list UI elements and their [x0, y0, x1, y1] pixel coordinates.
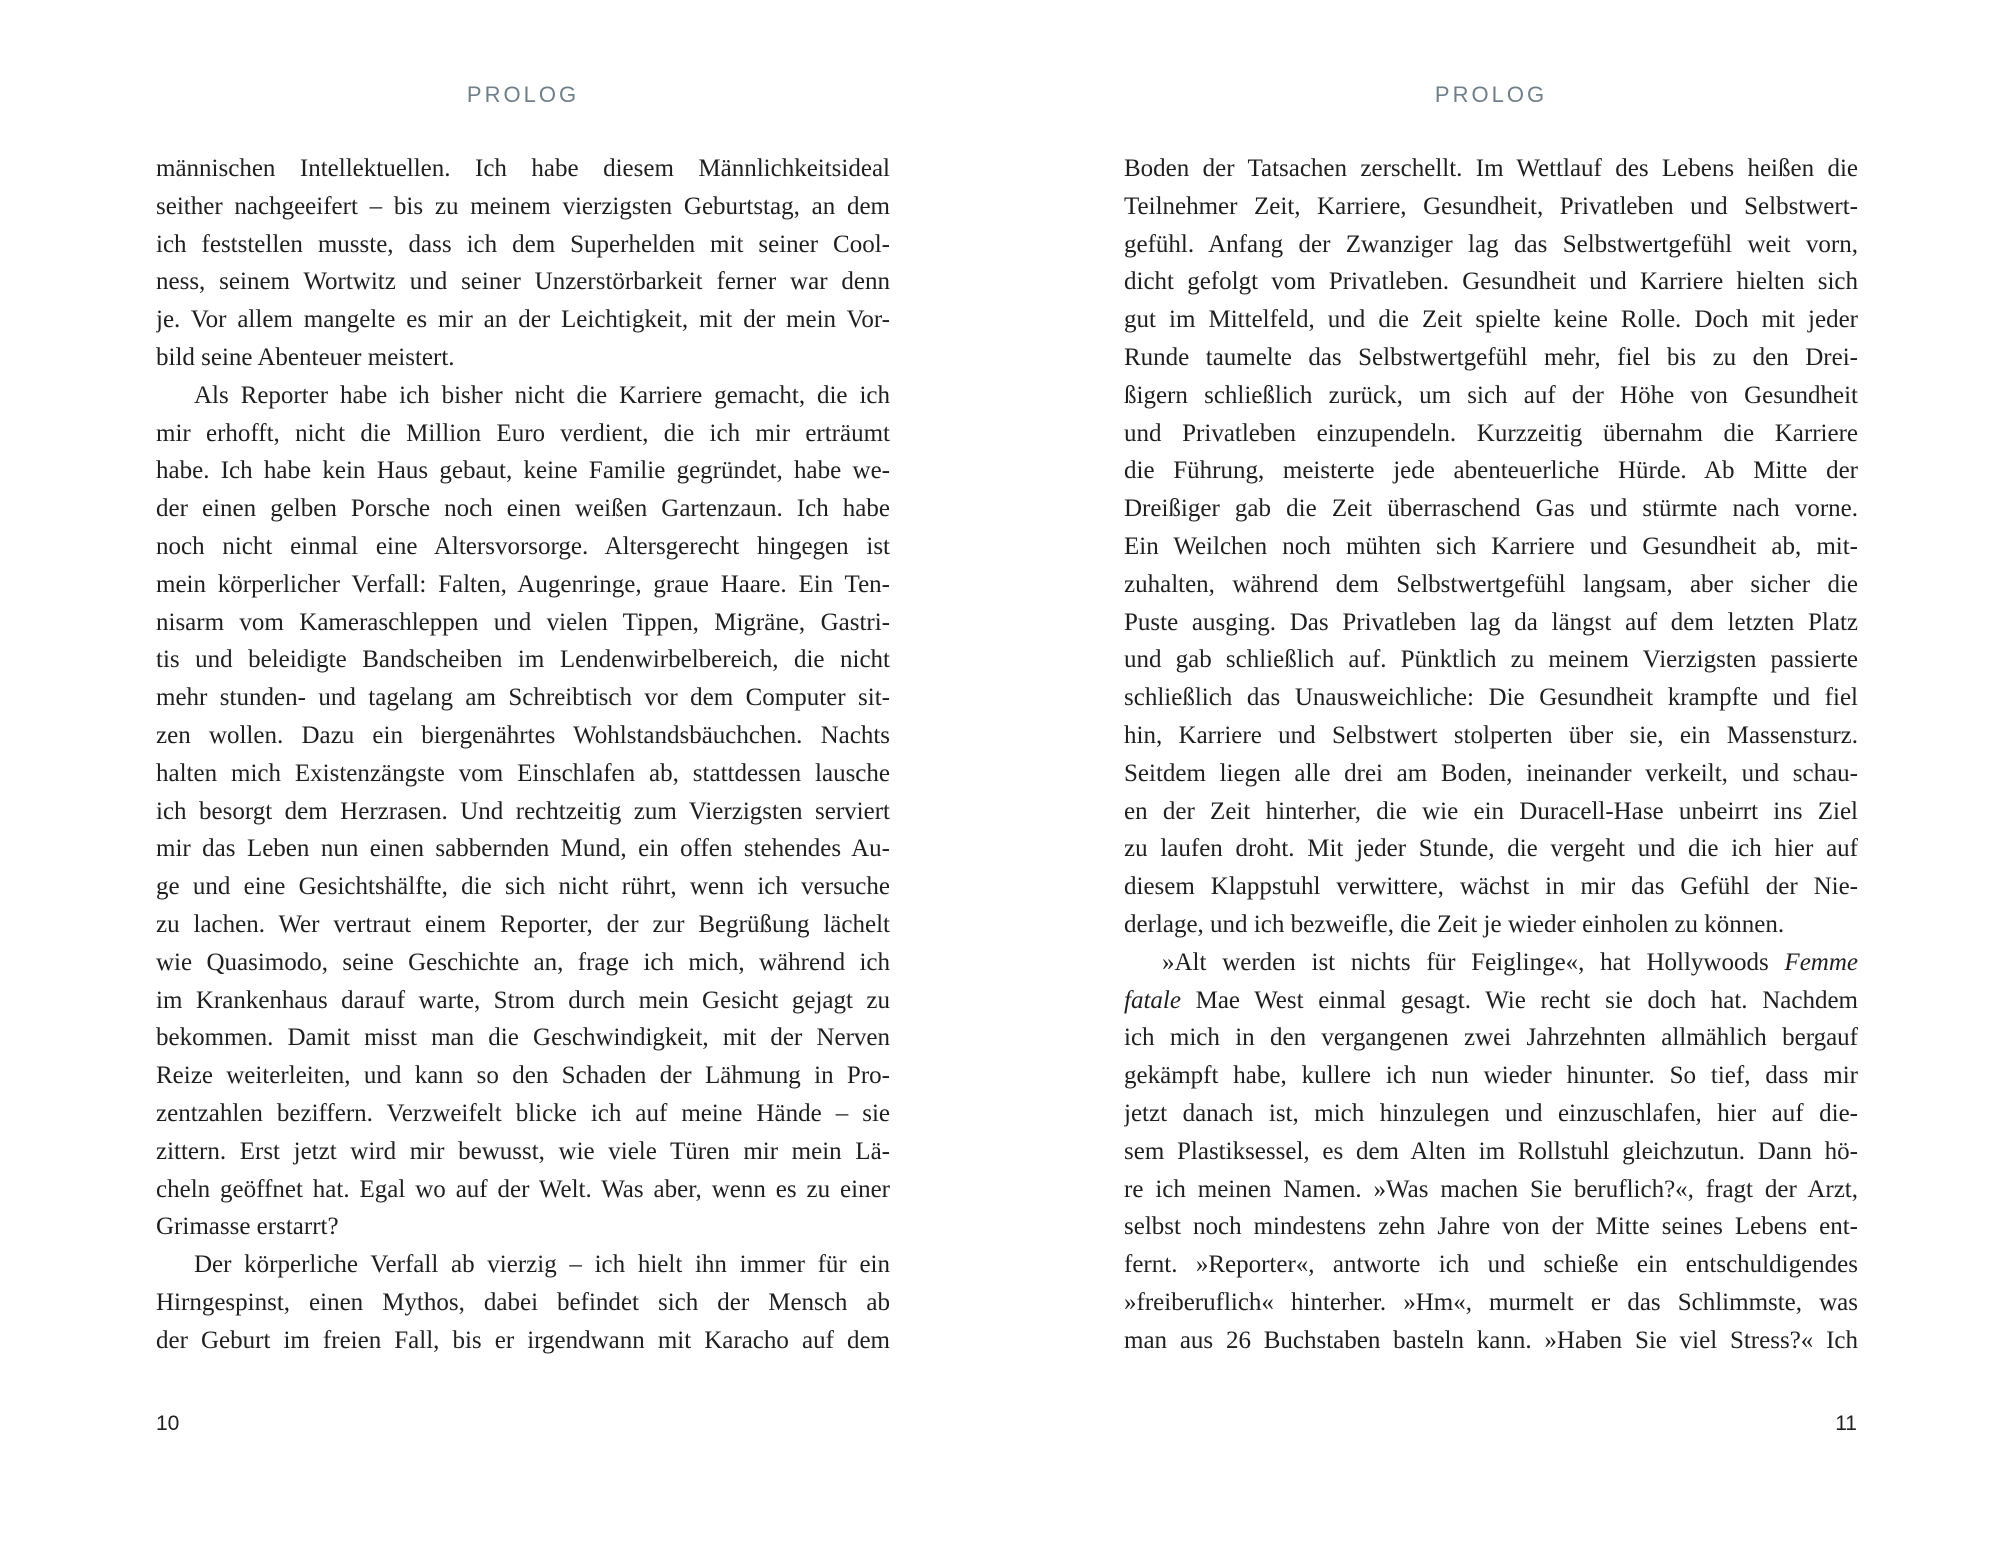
text-line: der Geburt im freien Fall, bis er irgendwann mit Karacho auf dem: [156, 1326, 890, 1354]
text-line: halten mich Existenzängste vom Einschlafen ab, stattdessen lausche: [156, 759, 890, 787]
text-line: Puste ausging. Das Privatleben lag da längst auf dem letzten Platz: [1124, 608, 1858, 636]
text-line: noch nicht einmal eine Altersvorsorge. Altersgerecht hingegen ist: [156, 532, 890, 560]
text-line: mir erhofft, nicht die Million Euro verdient, die ich mir erträumt: [156, 419, 890, 447]
text-line: tis und beleidigte Bandscheiben im Lendenwirbelbereich, die nicht: [156, 646, 890, 674]
text-line: wie Quasimodo, seine Geschichte an, frage ich mich, während ich: [156, 948, 890, 976]
text-line: mir das Leben nun einen sabbernden Mund, ein offen stehendes Au-: [156, 835, 890, 863]
text-line: dicht gefolgt vom Privatleben. Gesundheit und Karriere hielten sich: [1124, 268, 1858, 296]
running-head: PROLOG: [1434, 82, 1548, 107]
page-number: 10: [156, 1412, 180, 1435]
text-line: nisarm vom Kameraschleppen und vielen Tippen, Migräne, Gastri-: [156, 608, 890, 636]
text-line: zu laufen droht. Mit jeder Stunde, die vergeht und die ich hier auf: [1124, 835, 1858, 863]
page-number: 11: [1835, 1412, 1857, 1435]
text-line: mehr stunden- und tagelang am Schreibtisch vor dem Computer sit-: [156, 684, 890, 712]
text-line: zittern. Erst jetzt wird mir bewusst, wie viele Türen mir mein Lä-: [156, 1137, 890, 1165]
text-line: hin, Karriere und Selbstwert stolperten über sie, ein Massensturz.: [1124, 721, 1858, 749]
text-line: Der körperliche Verfall ab vierzig – ich hielt ihn immer für ein: [194, 1251, 890, 1279]
text-line: bekommen. Damit misst man die Geschwindigkeit, mit der Nerven: [156, 1024, 890, 1052]
text-line: gut im Mittelfeld, und die Zeit spielte keine Rolle. Doch mit jeder: [1124, 306, 1858, 334]
text-line: Hirngespinst, einen Mythos, dabei befindet sich der Mensch ab: [156, 1288, 890, 1316]
text-line: [1124, 944, 1858, 982]
text-line: en der Zeit hinterher, die wie ein Duracell-Hase unbeirrt ins Ziel: [1124, 797, 1858, 825]
text-line: Seitdem liegen alle drei am Boden, ineinander verkeilt, und schau-: [1124, 759, 1858, 787]
text-line: ßigern schließlich zurück, um sich auf der Höhe von Gesundheit: [1124, 381, 1858, 409]
text-line: ich mich in den vergangenen zwei Jahrzehnten allmählich bergauf: [1124, 1024, 1858, 1052]
running-head: PROLOG: [466, 82, 580, 107]
text-line: zu lachen. Wer vertraut einem Reporter, der zur Begrüßung lächelt: [156, 910, 890, 938]
text-line: der einen gelben Porsche noch einen weißen Gartenzaun. Ich habe: [156, 495, 890, 523]
text-line: zentzahlen beziffern. Verzweifelt blicke ich auf meine Hände – sie: [156, 1099, 890, 1127]
text-line: je. Vor allem mangelte es mir an der Leichtigkeit, mit der mein Vor-: [156, 306, 890, 334]
text-line: man aus 26 Buchstaben basteln kann. »Haben Sie viel Stress?« Ich: [1124, 1326, 1858, 1354]
text-segment: »Alt werden ist nichts für Feiglinge«, hat Hollywoods: [1162, 948, 1785, 976]
body-text: [156, 150, 890, 1360]
text-line: gekämpft habe, kullere ich nun wieder hinunter. So tief, dass mir: [1124, 1062, 1858, 1090]
text-line: Teilnehmer Zeit, Karriere, Gesundheit, Privatleben und Selbstwert-: [1124, 192, 1858, 220]
text-line: Dreißiger gab die Zeit überraschend Gas und stürmte nach vorne.: [1124, 495, 1858, 523]
text-line: sem Plastiksessel, es dem Alten im Rollstuhl gleichzutun. Dann hö-: [1124, 1137, 1858, 1165]
text-line: »freiberuflich« hinterher. »Hm«, murmelt er das Schlimmste, was: [1124, 1288, 1858, 1316]
text-line: Grimasse erstarrt?: [156, 1213, 339, 1241]
italic-text: Femme: [1784, 948, 1858, 976]
text-line: Ein Weilchen noch mühten sich Karriere und Gesundheit ab, mit-: [1124, 532, 1858, 560]
text-line: männischen Intellektuellen. Ich habe diesem Männlichkeitsideal: [156, 155, 890, 182]
text-line: Runde taumelte das Selbstwertgefühl mehr, fiel bis zu den Drei-: [1124, 343, 1858, 371]
text-line: fernt. »Reporter«, antworte ich und schieße ein entschuldigendes: [1124, 1251, 1858, 1279]
right-page: [1000, 0, 2000, 1544]
text-line: selbst noch mindestens zehn Jahre von der Mitte seines Lebens ent-: [1124, 1213, 1858, 1241]
text-line: [1124, 982, 1858, 1020]
text-line: derlage, und ich bezweifle, die Zeit je wieder einholen zu können.: [1124, 910, 1785, 938]
text-line: gefühl. Anfang der Zwanziger lag das Selbstwertgefühl weit vorn,: [1124, 230, 1858, 258]
text-line: cheln geöffnet hat. Egal wo auf der Welt. Was aber, wenn es zu einer: [156, 1175, 890, 1203]
text-line: und gab schließlich auf. Pünktlich zu meinem Vierzigsten passierte: [1124, 646, 1858, 674]
text-line: re ich meinen Namen. »Was machen Sie beruflich?«, fragt der Arzt,: [1124, 1175, 1858, 1203]
text-line: ich feststellen musste, dass ich dem Superhelden mit seiner Cool-: [156, 230, 890, 258]
body-text: [1124, 150, 1858, 1360]
italic-text: fatale: [1124, 986, 1181, 1014]
text-line: zen wollen. Dazu ein biergenährtes Wohlstandsbäuchchen. Nachts: [156, 721, 890, 749]
text-line: ness, seinem Wortwitz und seiner Unzerstörbarkeit ferner war denn: [156, 268, 890, 296]
text-line: zuhalten, während dem Selbstwertgefühl langsam, aber sicher die: [1124, 570, 1858, 598]
text-line: und Privatleben einzupendeln. Kurzzeitig übernahm die Karriere: [1124, 419, 1858, 447]
text-line: schließlich das Unausweichliche: Die Gesundheit krampfte und fiel: [1124, 684, 1858, 712]
text-line: im Krankenhaus darauf warte, Strom durch mein Gesicht gejagt zu: [156, 986, 890, 1014]
text-line: Boden der Tatsachen zerschellt. Im Wettlauf des Lebens heißen die: [1124, 155, 1858, 182]
text-line: Reize weiterleiten, und kann so den Schaden der Lähmung in Pro-: [156, 1062, 890, 1090]
text-line: bild seine Abenteuer meistert.: [156, 343, 455, 371]
text-line: Als Reporter habe ich bisher nicht die Karriere gemacht, die ich: [194, 381, 890, 409]
text-line: habe. Ich habe kein Haus gebaut, keine Familie gegründet, habe we-: [156, 457, 890, 485]
text-line: die Führung, meisterte jede abenteuerliche Hürde. Ab Mitte der: [1124, 457, 1858, 485]
text-line: seither nachgeeifert – bis zu meinem vierzigsten Geburtstag, an dem: [156, 192, 890, 220]
text-line: jetzt danach ist, mich hinzulegen und einzuschlafen, hier auf die-: [1124, 1099, 1858, 1127]
text-line: mein körperlicher Verfall: Falten, Augenringe, graue Haare. Ein Ten-: [156, 570, 890, 598]
text-line: diesem Klappstuhl verwittere, wächst in mir das Gefühl der Nie-: [1124, 873, 1858, 901]
text-line: ge und eine Gesichtshälfte, die sich nicht rührt, wenn ich versuche: [156, 873, 890, 901]
text-segment: Mae West einmal gesagt. Wie recht sie doch hat. Nachdem: [1180, 986, 1858, 1014]
text-line: ich besorgt dem Herzrasen. Und rechtzeitig zum Vierzigsten serviert: [156, 797, 890, 825]
